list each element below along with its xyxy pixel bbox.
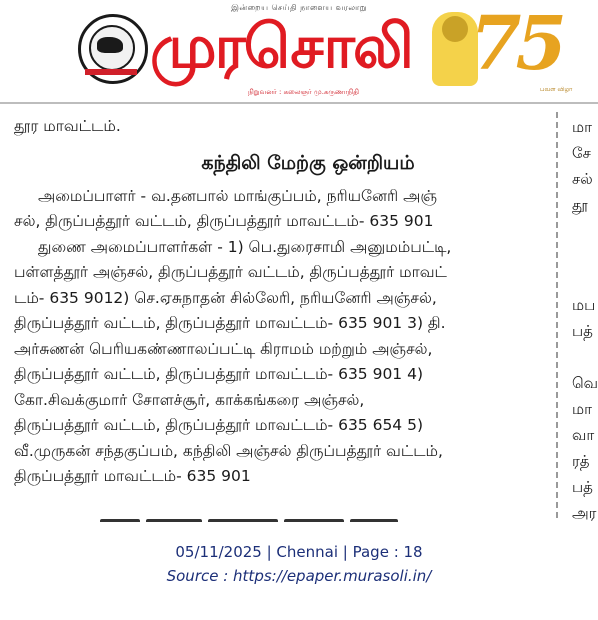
right-column-fragment: மா: [572, 400, 592, 418]
right-column-fragment: வெ: [572, 374, 598, 392]
article-top-line: தூர மாவட்டம்.: [14, 117, 121, 135]
source-link[interactable]: Source : https://epaper.murasoli.in/: [166, 567, 432, 585]
bull-icon: [97, 37, 123, 53]
newspaper-masthead: [0, 0, 598, 112]
right-column-fragment: மா: [572, 118, 592, 136]
party-seal-emblem: [78, 14, 148, 84]
body-line: சல், திருப்பத்தூர் வட்டம், திருப்பத்தூர் மாவட்டம்- 635 901: [14, 212, 434, 230]
section-heading: கந்திலி மேற்கு ஒன்றியம்: [201, 151, 415, 174]
body-line: கோ.சிவக்குமார் சோளச்சூர், காக்கங்கரை அஞ்சல்,: [14, 390, 365, 409]
body-line: திருப்பத்தூர் வட்டம், திருப்பத்தூர் மாவட்டம்- 635 901 4): [14, 365, 424, 383]
right-column-fragment: சே: [572, 144, 591, 162]
clipped-next-heading: [100, 514, 430, 522]
article-column: [14, 114, 542, 490]
right-column-fragment: பத்: [572, 478, 593, 496]
right-column-fragment: வா: [572, 426, 595, 444]
body-line: துணை அமைப்பாளர்கள் - 1) பெ.துரைசாமி அனுமம்பட்டி,: [38, 237, 452, 256]
right-column-fragment: பத்: [572, 322, 593, 340]
column-divider: [556, 112, 558, 518]
right-column-fragment: சல்: [572, 170, 593, 188]
right-column-fragment: அர: [572, 504, 597, 522]
body-line: திருப்பத்தூர் மாவட்டம்- 635 901: [14, 467, 251, 485]
masthead-tagline: இன்றைய செய்தி நாளைய வரலாறு: [231, 3, 367, 12]
body-line: அர்சுணன் பெரியகண்ணாலப்பட்டி கிராமம் மற்றும் அஞ்சல்,: [14, 339, 433, 358]
newspaper-logo: முரசொலி: [150, 12, 412, 82]
body-line: வீ.முருகன் சந்தகுப்பம், கந்திலி அஞ்சல் திருப்பத்தூர் வட்டம்,: [14, 441, 443, 460]
right-column-fragment: ரத்: [572, 452, 590, 470]
body-line: திருப்பத்தூர் வட்டம், திருப்பத்தூர் மாவட்டம்- 635 901 3) தி.: [14, 314, 446, 332]
anniversary-caption: பவள விழா: [540, 86, 573, 93]
founder-line: நிறுவனர் : கலைஞர் மு.கருணாநிதி: [248, 88, 359, 96]
body-line: திருப்பத்தூர் வட்டம், திருப்பத்தூர் மாவட்டம்- 635 654 5): [14, 416, 424, 434]
source-footer: [0, 540, 598, 588]
body-line: அமைப்பாளர் - வ.தனபால் மாங்குப்பம், நரியனேரி அஞ்: [38, 186, 437, 205]
right-column-fragment: தூ: [572, 196, 588, 214]
body-line: டம்- 635 9012) செ.ஏசுநாதன் சில்லேரி, நரியனேரி அஞ்சல்,: [14, 288, 437, 307]
masthead-divider: [0, 102, 598, 104]
body-line: பள்ளத்தூர் அஞ்சல், திருப்பத்தூர் வட்டம், திருப்பத்தூர் மாவட்: [14, 263, 447, 281]
article-body: [14, 184, 542, 490]
anniversary-number: 75: [470, 1, 561, 87]
edition-info: 05/11/2025 | Chennai | Page : 18: [175, 543, 423, 561]
right-column-fragment: மப: [572, 296, 596, 314]
